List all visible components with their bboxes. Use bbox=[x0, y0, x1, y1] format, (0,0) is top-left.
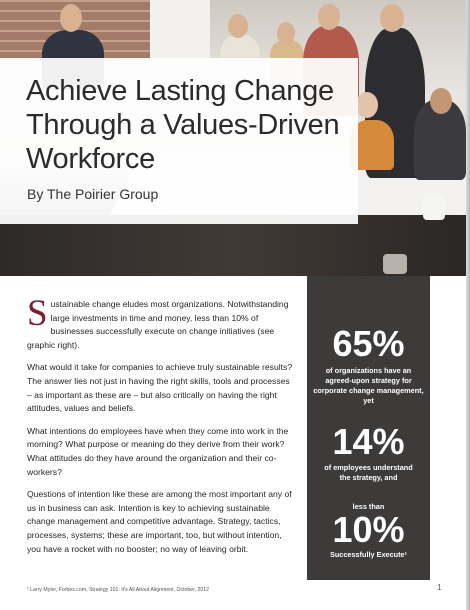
footnote: ¹ Larry Myler, Forbes.com, Strategy 101: It's All About Alignment, October, 2012 bbox=[27, 587, 210, 593]
person-head bbox=[380, 4, 404, 32]
stat-value: 14% bbox=[332, 421, 405, 462]
stat-prefix: less than bbox=[352, 502, 385, 511]
drop-cap: S bbox=[27, 293, 48, 334]
stats-panel bbox=[307, 276, 430, 580]
person-head bbox=[356, 92, 378, 118]
stat-description: of organizations have an agreed-upon strategy for corporate change management, yet bbox=[313, 366, 424, 405]
paragraph: Questions of intention like these are among the most important any of us in business can ask. Intention is key to achieving sustainable change management and competitive advantage. Strategy, tactics, processes, systems; these are important, too, but without intention, you have a rocket with no booster; no way of leaving orbit. bbox=[27, 489, 292, 554]
page-number: 1 bbox=[437, 583, 442, 592]
coffee-cup bbox=[383, 254, 407, 274]
page-edge bbox=[466, 0, 470, 610]
paragraph: What would it take for companies to achieve truly sustainable results? The answer lies not just in having the right skills, tools and processes – as important as these are – but also critically on having the right attitudes, values and beliefs. bbox=[27, 362, 293, 414]
stat-value: 65% bbox=[332, 323, 405, 364]
coffee-cup bbox=[423, 196, 445, 220]
person-head bbox=[228, 14, 248, 38]
person-head bbox=[430, 88, 452, 114]
person-head bbox=[318, 4, 340, 30]
paragraph: What intentions do employees have when they come into work in the morning? What purpose or meaning do they derive from their work? What attitudes do they have around the organization and their co-workers? bbox=[27, 425, 289, 477]
page-title: Achieve Lasting Change Through a Values-Driven Workforce bbox=[26, 75, 340, 175]
person-head bbox=[60, 4, 82, 32]
window bbox=[150, 0, 210, 60]
person-head bbox=[277, 22, 295, 44]
paragraph bbox=[27, 293, 295, 352]
stat-description: Successfully Execute¹ bbox=[329, 550, 408, 559]
byline: By The Poirier Group bbox=[27, 186, 159, 202]
paragraph-text: ustainable change eludes most organizations. Notwithstanding large investments in time and money, less than 10% of businesses successfully execute on change initiatives (see graphic right). bbox=[27, 299, 289, 350]
stat-value: 10% bbox=[332, 509, 405, 550]
article-body bbox=[27, 293, 295, 565]
stat-description: of employees understand the strategy, and bbox=[324, 463, 413, 482]
